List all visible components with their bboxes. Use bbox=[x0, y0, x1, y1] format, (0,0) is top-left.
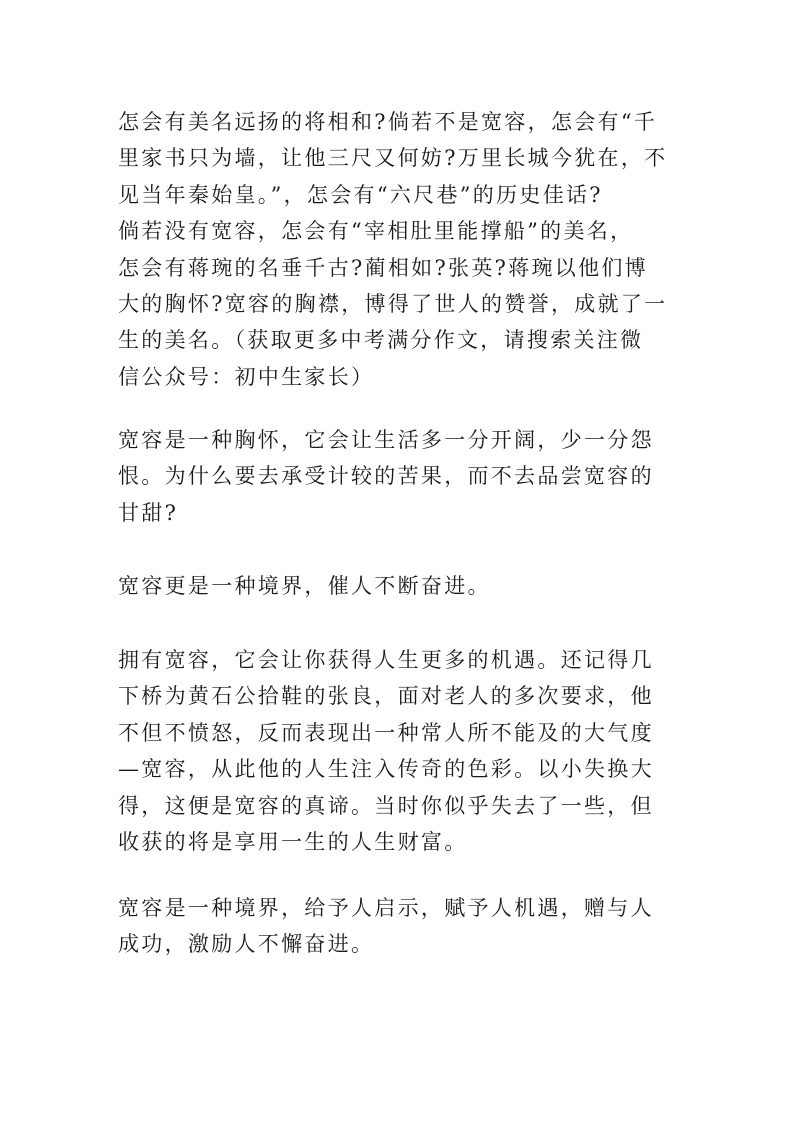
paragraph-3 bbox=[118, 568, 678, 604]
paragraph-2 bbox=[118, 422, 678, 531]
text-line: 得，这便是宽容的真谛。当时你似乎失去了一些，但 bbox=[118, 793, 654, 818]
paragraph-4 bbox=[118, 642, 678, 860]
text-line: 大的胸怀?宽容的胸襟，博得了世人的赞誉，成就了一 bbox=[118, 292, 668, 317]
text-line: 里家书只为墙，让他三尺又何妨?万里长城今犹在，不 bbox=[118, 146, 668, 171]
text-line: 成功，激励人不懈奋进。 bbox=[118, 932, 375, 957]
text-line: 怎会有蒋琬的名垂千古?蔺相如?张英?蒋琬以他们博 bbox=[118, 255, 648, 280]
text-line: 生的美名。（获取更多中考满分作文，请搜索关注微 bbox=[118, 328, 644, 353]
text-line: 倘若没有宽容，怎会有“宰相肚里能撑船”的美名， bbox=[118, 219, 634, 244]
text-line: 下桥为黄石公拾鞋的张良，面对老人的多次要求，他 bbox=[118, 684, 654, 709]
text-line: 甘甜? bbox=[118, 500, 179, 525]
text-line: —宽容，从此他的人生注入传奇的色彩。以小失换大 bbox=[118, 757, 654, 782]
text-line: 信公众号：初中生家长） bbox=[118, 364, 375, 389]
paragraph-5 bbox=[118, 890, 678, 963]
text-line: 宽容更是一种境界，催人不断奋进。 bbox=[118, 574, 491, 598]
text-line: 见当年秦始皇。”，怎会有“六尺巷”的历史佳话? bbox=[118, 182, 603, 207]
text-line: 宽容是一种胸怀，它会让生活多一分开阔，少一分怨 bbox=[118, 428, 654, 452]
text-line: 不但不愤怒，反而表现出一种常人所不能及的大气度 bbox=[118, 720, 654, 745]
text-line: 收获的将是享用一生的人生财富。 bbox=[118, 830, 468, 855]
text-line: 怎会有美名远扬的将相和?倘若不是宽容，怎会有“千 bbox=[118, 110, 658, 134]
text-line: 恨。为什么要去承受计较的苦果，而不去品尝宽容的 bbox=[118, 464, 654, 489]
paragraph-1 bbox=[118, 104, 678, 395]
text-line: 宽容是一种境界，给予人启示，赋予人机遇，赠与人 bbox=[118, 896, 654, 920]
text-line: 拥有宽容，它会让你获得人生更多的机遇。还记得几 bbox=[118, 648, 654, 672]
